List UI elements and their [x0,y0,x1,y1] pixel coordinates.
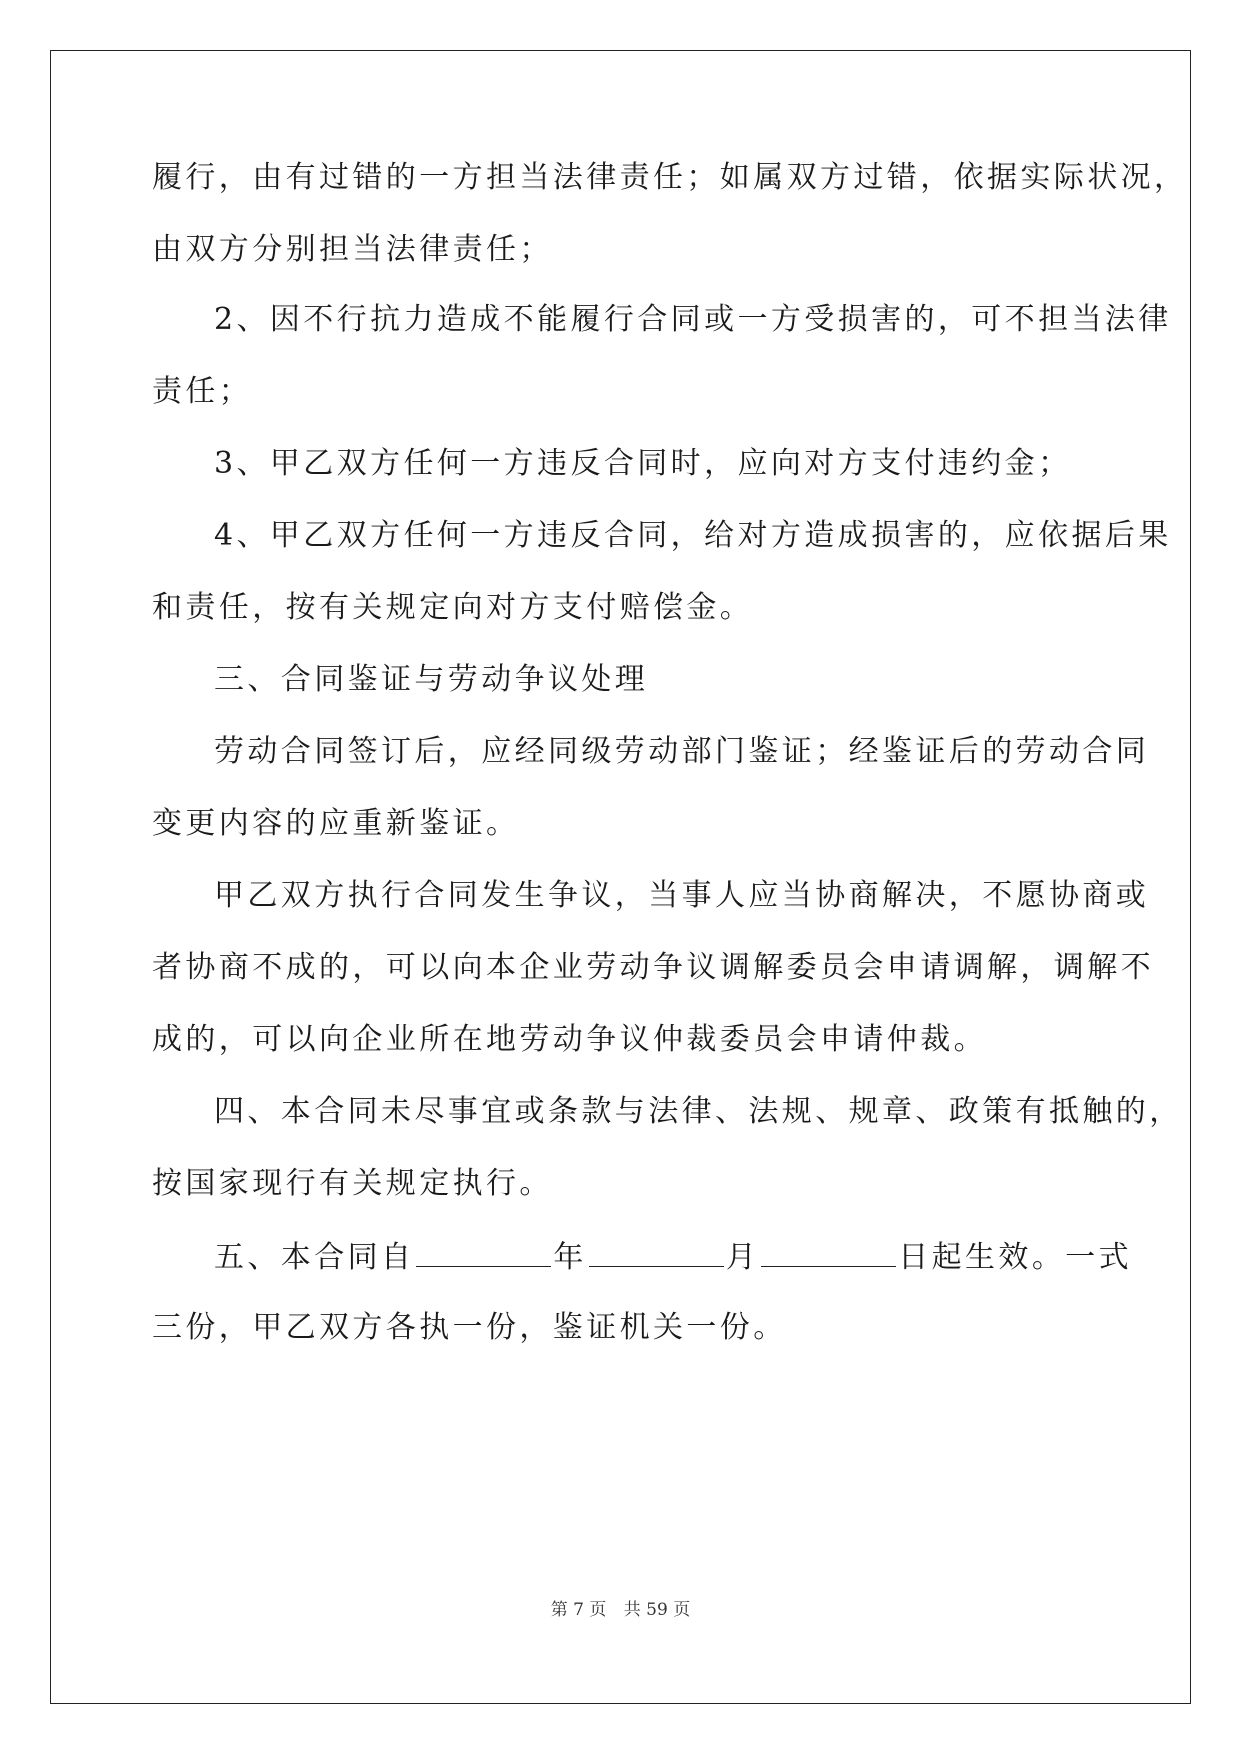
clause-prefix: 五、本合同自 [214,1240,415,1275]
page-total: 共 59 页 [623,1600,691,1620]
paragraph-line: 由双方分别担当法律责任； [152,232,553,267]
paragraph-line: 2、因不行抗力造成不能履行合同或一方受损害的，可不担当法律 [214,302,1172,337]
paragraph-line: 成的，可以向企业所在地劳动争议仲裁委员会申请仲裁。 [152,1022,987,1057]
paragraph-line: 责任； [152,374,253,409]
paragraph-line: 和责任，按有关规定向对方支付赔偿金。 [152,590,754,625]
page-footer [0,1598,1241,1622]
year-label: 年 [553,1240,587,1275]
effective-date-clause [214,1236,1132,1278]
month-blank [589,1236,724,1267]
day-suffix: 日起生效。一式 [898,1240,1133,1275]
month-label: 月 [725,1240,760,1275]
paragraph-line: 4、甲乙双方任何一方违反合同，给对方造成损害的，应依据后果 [214,518,1172,553]
paragraph-line: 三份，甲乙双方各执一份，鉴证机关一份。 [152,1310,787,1345]
paragraph-line: 劳动合同签订后，应经同级劳动部门鉴证；经鉴证后的劳动合同 [214,734,1150,769]
year-blank [416,1236,551,1267]
day-blank [761,1236,896,1267]
paragraph-line: 甲乙双方执行合同发生争议，当事人应当协商解决，不愿协商或 [214,878,1150,913]
page-number: 第 7 页 [550,1600,607,1620]
paragraph-line: 四、本合同未尽事宜或条款与法律、法规、规章、政策有抵触的， [214,1094,1183,1129]
section-heading: 三、合同鉴证与劳动争议处理 [214,662,649,697]
paragraph-line: 3、甲乙双方任何一方违反合同时，应向对方支付违约金； [214,446,1072,481]
paragraph-line: 者协商不成的，可以向本企业劳动争议调解委员会申请调解，调解不 [152,950,1154,985]
paragraph-line: 变更内容的应重新鉴证。 [152,806,520,841]
paragraph-line: 履行，由有过错的一方担当法律责任；如属双方过错，依据实际状况， [152,160,1188,195]
paragraph-line: 按国家现行有关规定执行。 [152,1166,553,1201]
